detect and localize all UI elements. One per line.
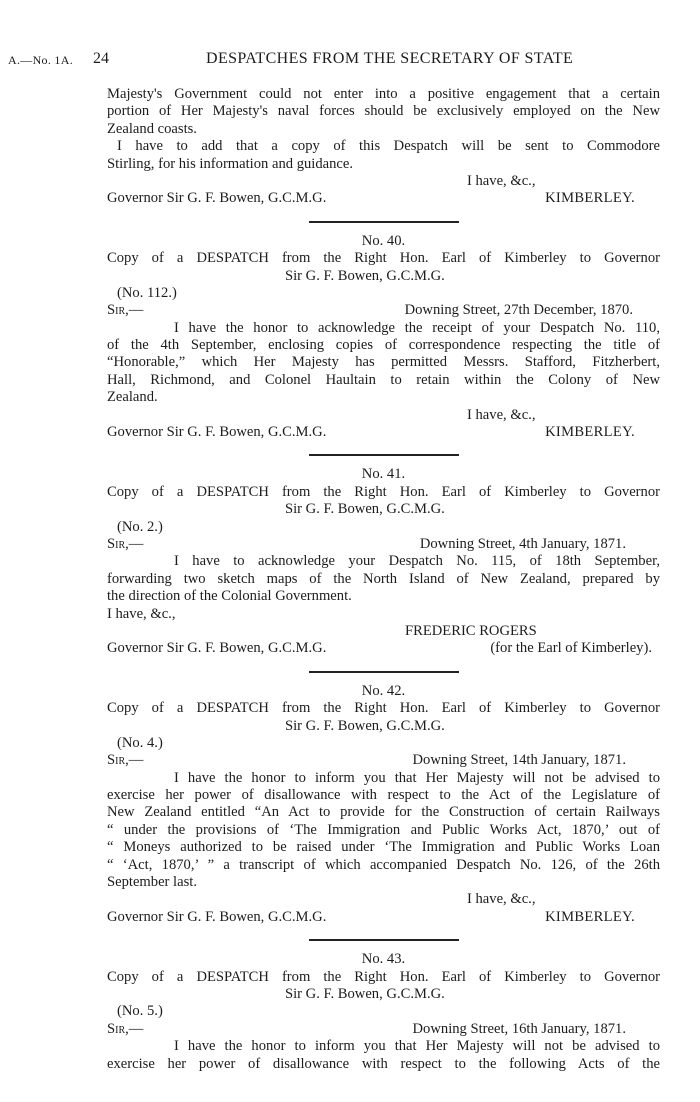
body-line: “ ‘Act, 1870,’ ” a transcript of which accompanied Despatch No. 126, of the 26th xyxy=(107,856,660,873)
signature: KIMBERLEY. xyxy=(545,908,635,925)
page-header xyxy=(8,50,692,74)
despatch-ref: (No. 4.) xyxy=(117,734,163,751)
place-date: Downing Street, 27th December, 1870. xyxy=(404,302,633,319)
section-divider xyxy=(309,939,459,941)
signer: FREDERIC ROGERS xyxy=(405,622,537,639)
body-line: the direction of the Colonial Government. xyxy=(107,588,352,605)
salutation-line xyxy=(107,752,660,769)
body-line: I have the honor to acknowledge the receipt of your Despatch No. 110, xyxy=(174,319,660,336)
salutation-line xyxy=(107,1021,660,1038)
addressee: Governor Sir G. F. Bowen, G.C.M.G. xyxy=(107,640,327,657)
body-line: New Zealand entitled “An Act to provide for the Construction of certain Railways xyxy=(107,804,660,821)
signature: (for the Earl of Kimberley). xyxy=(490,640,652,657)
body-line: “ under the provisions of ‘The Immigration and Public Works Act, 1870,’ out of xyxy=(107,821,660,838)
signature-line xyxy=(107,190,660,207)
despatch-heading: Copy of a DESPATCH from the Right Hon. Earl of Kimberley to Governor xyxy=(107,483,660,500)
body-line: Hall, Richmond, and Colonel Haultain to retain within the Colony of New xyxy=(107,371,660,388)
body-line: Stirling, for his information and guidance. xyxy=(107,155,354,172)
signature-line xyxy=(107,424,660,441)
signature-line xyxy=(107,909,660,926)
body-line: forwarding two sketch maps of the North Island of New Zealand, prepared by xyxy=(107,570,660,587)
addressee: Governor Sir G. F. Bowen, G.C.M.G. xyxy=(107,908,327,925)
body-line: I have the honor to inform you that Her Majesty will not be advised to xyxy=(174,769,660,786)
despatch-heading: Copy of a DESPATCH from the Right Hon. Earl of Kimberley to Governor xyxy=(107,700,660,717)
running-title: DESPATCHES FROM THE SECRETARY OF STATE xyxy=(206,50,574,67)
body-line: Majesty's Government could not enter into a positive engagement that a certain xyxy=(107,86,660,102)
place-date: Downing Street, 4th January, 1871. xyxy=(419,535,626,552)
body-line: Zealand coasts. xyxy=(107,120,197,137)
body-line: exercise her power of disallowance with respect to the Act of the Legislature of xyxy=(107,787,660,804)
despatch-ref: (No. 2.) xyxy=(117,518,163,535)
despatch-recipient: Sir G. F. Bowen, G.C.M.G. xyxy=(285,717,445,734)
document-reference: A.—No. 1A. xyxy=(8,53,73,67)
body-line: I have to add that a copy of this Despatch will be sent to Commodore xyxy=(117,138,660,155)
salutation: Sir,— xyxy=(107,535,144,552)
body-line: Zealand. xyxy=(107,389,158,406)
body-line: portion of Her Majesty's naval forces should be exclusively employed on the New xyxy=(107,103,660,120)
despatch-recipient: Sir G. F. Bowen, G.C.M.G. xyxy=(285,985,445,1002)
signature: KIMBERLEY. xyxy=(545,190,635,207)
despatch-ref: (No. 5.) xyxy=(117,1003,163,1020)
section-divider xyxy=(309,671,459,673)
body-line: “ Moneys authorized to be raised under ‘The Immigration and Public Works Loan xyxy=(107,839,660,856)
signature: KIMBERLEY. xyxy=(545,424,635,441)
closing: I have, &c., xyxy=(467,172,536,189)
page-number: 24 xyxy=(93,50,109,67)
body-line: of the 4th September, enclosing copies of correspondence respecting the title of xyxy=(107,337,660,354)
despatch-recipient: Sir G. F. Bowen, G.C.M.G. xyxy=(285,501,445,518)
despatch-number: No. 40. xyxy=(361,232,406,249)
salutation: Sir,— xyxy=(107,752,144,769)
section-divider xyxy=(309,454,459,456)
body-line: exercise her power of disallowance with respect to the following Acts of the xyxy=(107,1055,660,1072)
addressee: Governor Sir G. F. Bowen, G.C.M.G. xyxy=(107,190,327,207)
signature-line xyxy=(107,640,660,657)
salutation-line xyxy=(107,536,660,553)
body-line: I have to acknowledge your Despatch No. 115, of 18th September, xyxy=(174,553,660,570)
closing: I have, &c., xyxy=(467,891,536,908)
despatch-heading: Copy of a DESPATCH from the Right Hon. Earl of Kimberley to Governor xyxy=(107,250,660,267)
closing: I have, &c., xyxy=(467,406,536,423)
body-line: “Honorable,” which Her Majesty has permitted Messrs. Stafford, Fitzherbert, xyxy=(107,354,660,371)
page-body xyxy=(107,86,660,1073)
despatch-number: No. 43. xyxy=(361,951,406,968)
body-line: September last. xyxy=(107,874,197,891)
closing: I have, &c., xyxy=(107,605,176,622)
addressee: Governor Sir G. F. Bowen, G.C.M.G. xyxy=(107,424,327,441)
despatch-recipient: Sir G. F. Bowen, G.C.M.G. xyxy=(285,267,445,284)
salutation: Sir,— xyxy=(107,302,144,319)
body-line: I have the honor to inform you that Her Majesty will not be advised to xyxy=(174,1038,660,1055)
place-date: Downing Street, 16th January, 1871. xyxy=(412,1020,626,1037)
salutation: Sir,— xyxy=(107,1020,144,1037)
salutation-line xyxy=(107,302,660,319)
despatch-heading: Copy of a DESPATCH from the Right Hon. Earl of Kimberley to Governor xyxy=(107,968,660,985)
place-date: Downing Street, 14th January, 1871. xyxy=(412,752,626,769)
section-divider xyxy=(309,221,459,223)
despatch-number: No. 41. xyxy=(361,466,406,483)
despatch-ref: (No. 112.) xyxy=(117,284,177,301)
despatch-number: No. 42. xyxy=(361,682,406,699)
